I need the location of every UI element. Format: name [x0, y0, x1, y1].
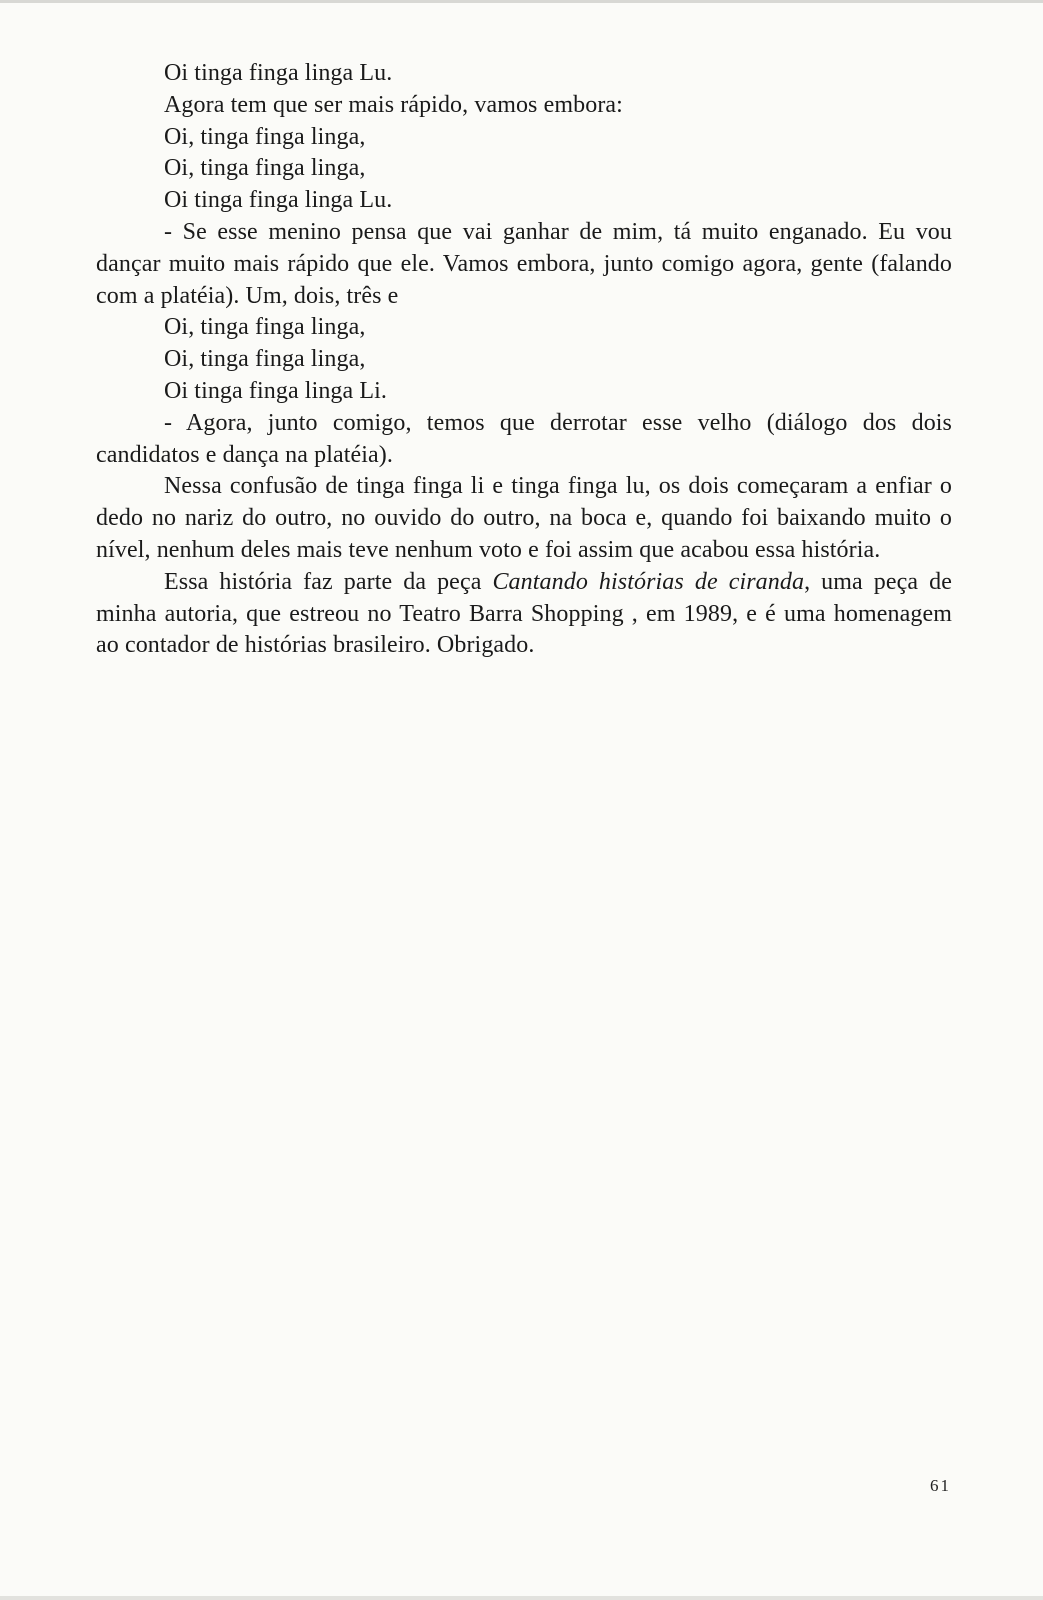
dialogue-paragraph-2: - Agora, junto comigo, temos que derrotar esse velho (diálogo dos dois candidatos e dança na platéia). [96, 409, 952, 468]
verse-line: Oi, tinga finga linga, [164, 314, 366, 341]
verse-line: Oi tinga finga linga Li. [164, 377, 388, 404]
closing-paragraph [96, 567, 952, 662]
page-body-text [96, 58, 952, 662]
play-title: Cantando histórias de ciranda [492, 568, 805, 595]
verse-line: Oi tinga finga linga Lu. [164, 187, 393, 214]
verse-line: Oi, tinga finga linga, [164, 346, 366, 373]
verse-line: Oi, tinga finga linga, [164, 155, 366, 182]
narration-line: Agora tem que ser mais rápido, vamos embora: [164, 91, 623, 118]
narrative-paragraph: Nessa confusão de tinga finga li e tinga finga lu, os dois começaram a enfiar o dedo no nariz do outro, no ouvido do outro, na boca e, quando foi baixando muito o nível, nenhum deles mais teve nenhum voto e foi assim que acabou essa história. [96, 473, 952, 563]
page-number: 61 [930, 1476, 951, 1495]
dialogue-paragraph-1: - Se esse menino pensa que vai ganhar de mim, tá muito enganado. Eu vou dançar muito mais rápido que ele. Vamos embora, junto comigo agora, gente (falando com a platéia). Um, dois, três e [96, 218, 952, 309]
verse-line: Oi tinga finga linga Lu. [164, 60, 393, 86]
verse-line: Oi, tinga finga linga, [164, 123, 366, 150]
top-edge-rule [0, 0, 1043, 3]
closing-paragraph-tail: , uma peça de minha autoria, que estreou no Teatro Barra Shopping , em 1989, e é uma homenagem ao contador de histórias brasileiro. Obrigado. [96, 568, 952, 659]
closing-paragraph-lead: Essa história faz parte da peça [164, 568, 493, 595]
bottom-edge-rule [0, 1596, 1043, 1600]
